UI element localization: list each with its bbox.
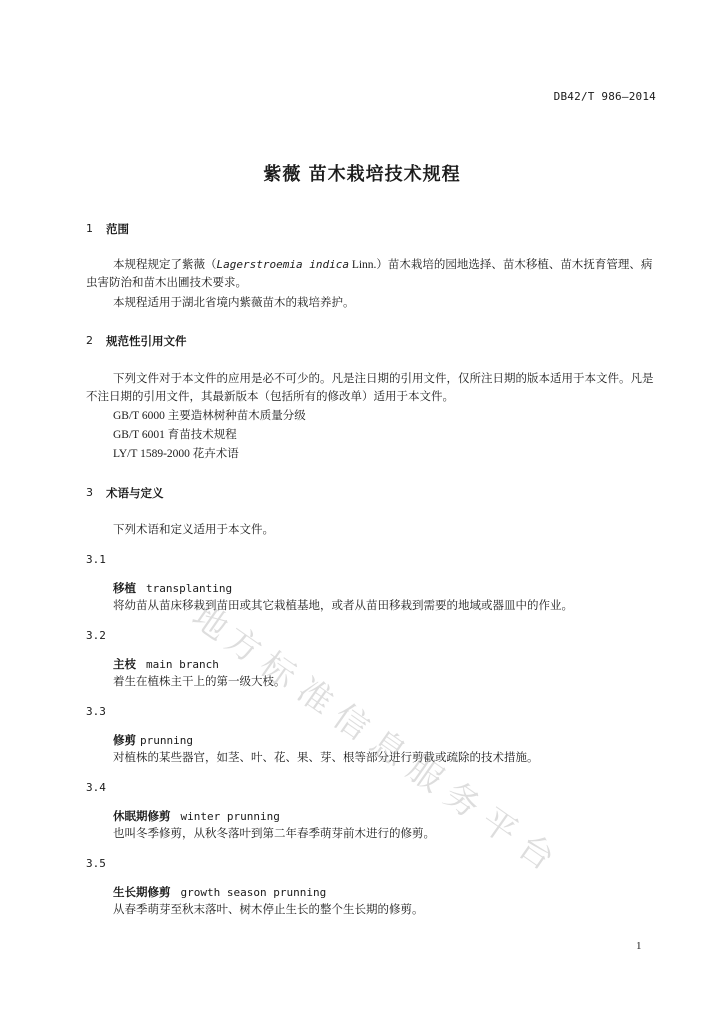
watermark-char: 息 — [362, 722, 414, 775]
watermark-char: 台 — [510, 826, 562, 879]
term-number: 3.4 — [86, 781, 106, 794]
watermark-char: 平 — [473, 800, 525, 853]
terms-intro: 下列术语和定义适用于本文件。 — [113, 524, 274, 536]
scope-paragraph: 本规程规定了紫薇（Lagerstroemia indica Linn.）苗木栽培的园地选择、苗木移植、苗木抚育管理、病虫害防治和苗木出圃技术要求。 — [86, 258, 653, 289]
term-number: 3.5 — [86, 857, 106, 870]
scope-applicability: 本规程适用于湖北省境内紫薇苗木的栽培养护。 — [113, 297, 355, 309]
term-definition: 从春季萌芽至秋末落叶、树木停止生长的整个生长期的修剪。 — [113, 904, 424, 916]
section-title: 规范性引用文件 — [106, 334, 187, 348]
term-definition: 也叫冬季修剪，从秋冬落叶到第二年春季萌芽前木进行的修剪。 — [113, 828, 435, 840]
term-heading: 生长期修剪 growth season prunning — [113, 885, 327, 899]
term-number: 3.1 — [86, 553, 106, 566]
section-number: 3 — [86, 486, 93, 499]
term-number: 3.3 — [86, 705, 106, 718]
watermark-char: 标 — [252, 644, 304, 697]
reference-item: LY/T 1589-2000 花卉术语 — [113, 448, 239, 460]
term-heading: 休眠期修剪 winter prunning — [113, 809, 280, 823]
document-code: DB42/T 986—2014 — [553, 90, 656, 103]
reference-item: GB/T 6000 主要造林树种苗木质量分级 — [113, 410, 306, 422]
term-definition: 将幼苗从苗床移栽到苗田或其它栽植基地，或者从苗田移栽到需要的地域或器皿中的作业。 — [113, 600, 573, 612]
watermark-char: 务 — [436, 774, 488, 827]
page-number: 1 — [636, 940, 642, 952]
watermark-char: 方 — [217, 619, 269, 672]
watermark-char: 服 — [399, 748, 451, 801]
section-number: 2 — [86, 334, 93, 347]
watermark-char: 准 — [289, 670, 341, 723]
reference-item: GB/T 6001 育苗技术规程 — [113, 429, 237, 441]
term-number: 3.2 — [86, 629, 106, 642]
section-title: 术语与定义 — [106, 486, 164, 500]
watermark-char: 信 — [325, 696, 377, 749]
references-intro: 下列文件对于本文件的应用是必不可少的。凡是注日期的引用文件，仅所注日期的版本适用于本文件。凡是不注日期的引用文件，其最新版本（包括所有的修改单）适用于本文件。 — [86, 373, 654, 403]
term-definition: 着生在植株主干上的第一级大枝。 — [113, 676, 286, 688]
term-heading: 修剪 prunning — [113, 733, 193, 747]
document-title: 紫薇 苗木栽培技术规程 — [263, 164, 461, 185]
term-definition: 对植株的某些器官，如茎、叶、花、果、芽、根等部分进行剪截或疏除的技术措施。 — [113, 752, 539, 764]
term-heading: 移植 transplanting — [113, 581, 233, 595]
term-heading: 主枝 main branch — [113, 657, 219, 671]
section-number: 1 — [86, 222, 93, 235]
section-title: 范围 — [106, 222, 129, 236]
watermark-char: 地 — [184, 596, 236, 649]
